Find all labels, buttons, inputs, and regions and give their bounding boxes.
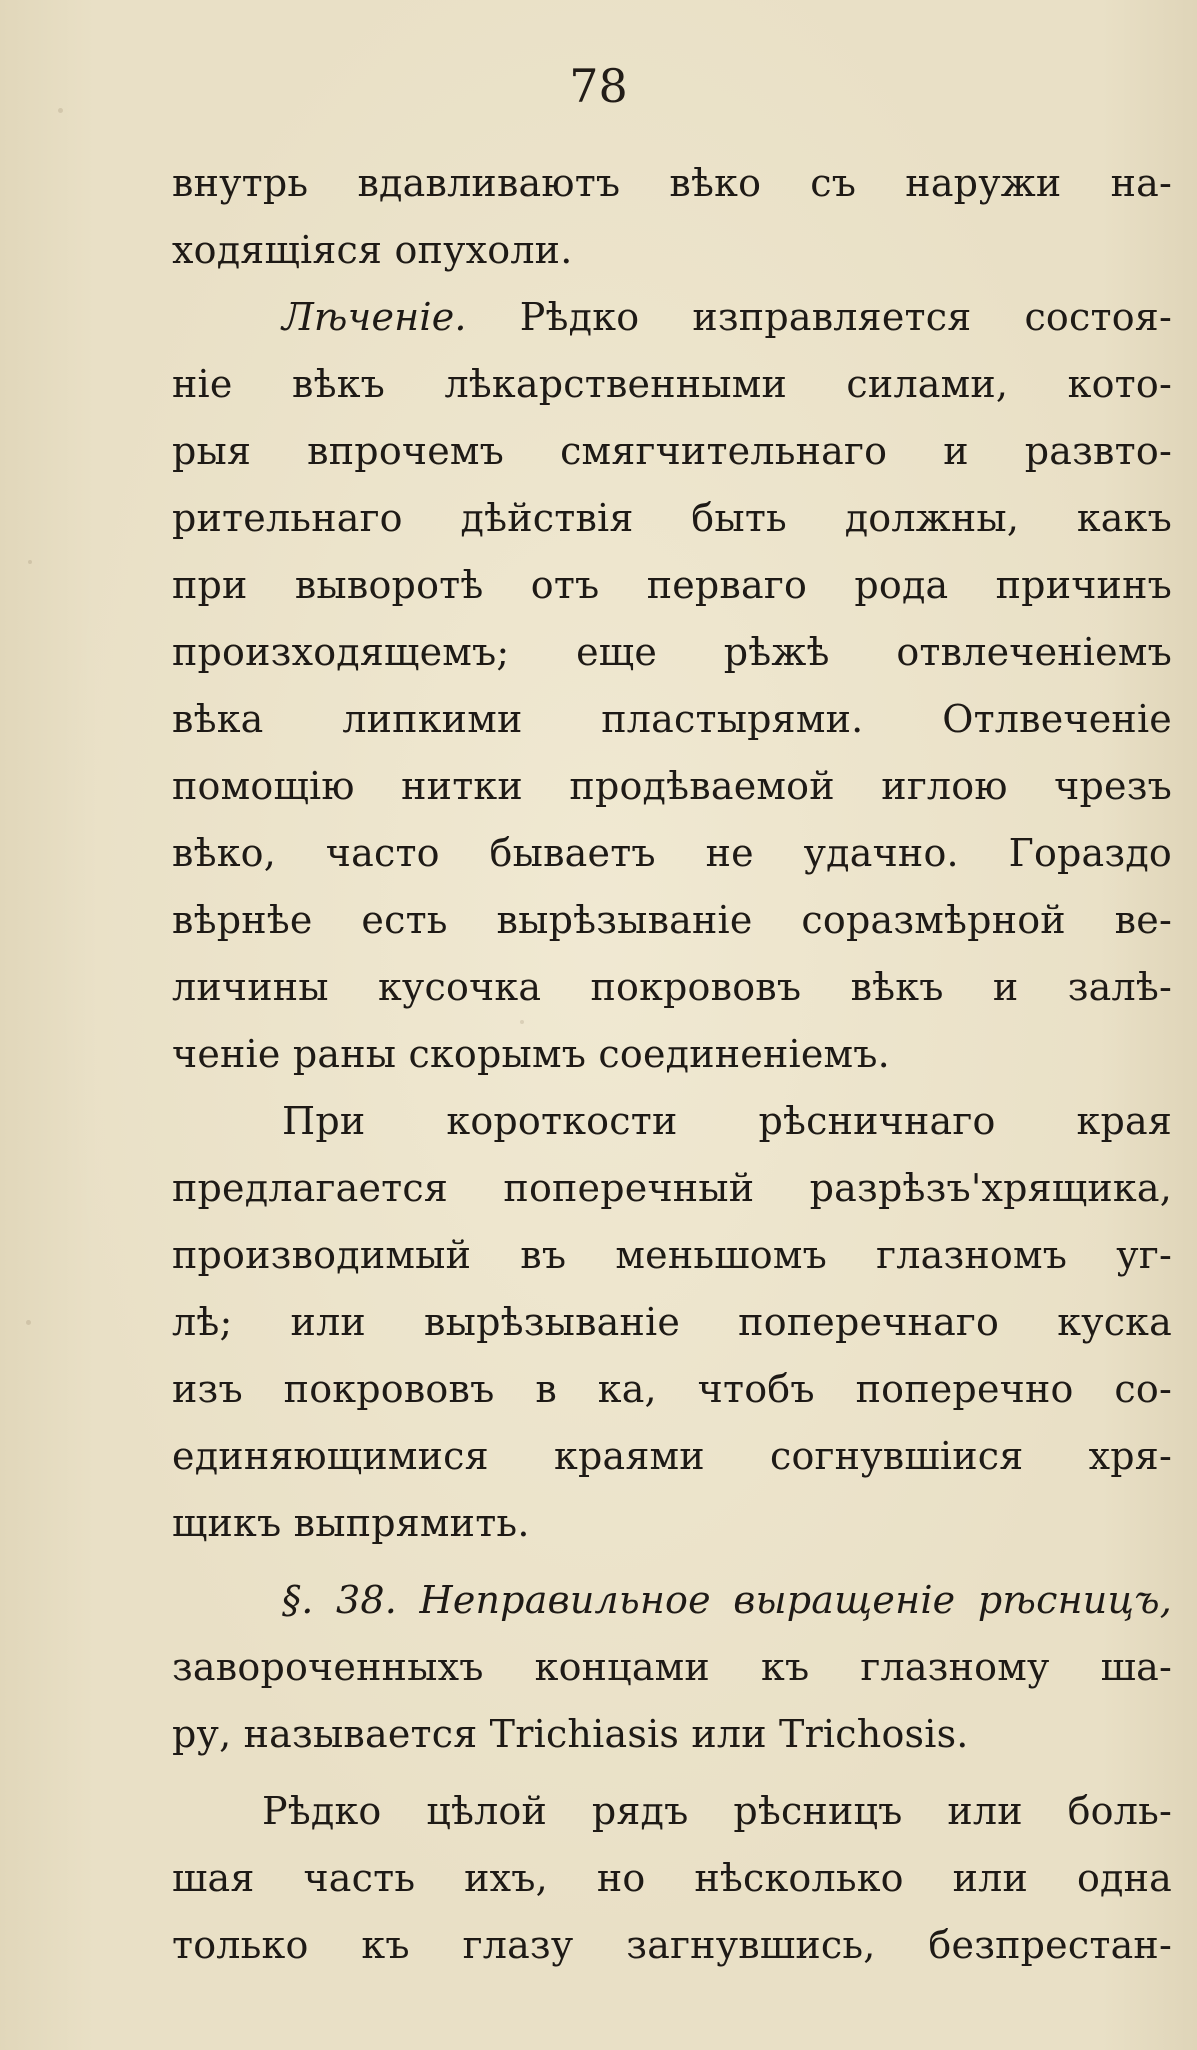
text-line: [172, 284, 1172, 351]
text-line: личины кусочка покрововъ вѣкъ и залѣ-: [172, 965, 1172, 1009]
page-number: 78: [569, 59, 628, 113]
text-line: произходящемъ; еще рѣжѣ отвлеченіемъ: [172, 630, 1172, 674]
text-line: изъ покрововъ в ка, чтобъ поперечно со-: [172, 1367, 1172, 1411]
text-line: При короткости рѣсничнаго края: [282, 1099, 1172, 1143]
text-line: рительнаго дѣйствія быть должны, какъ: [172, 496, 1172, 540]
paragraph-gap: [172, 1557, 1172, 1567]
text-line: завороченныхъ концами къ глазному ша-: [172, 1645, 1172, 1689]
section-title-italic: §. 38. Неправильное выращеніе рѣсницъ,: [282, 1578, 1172, 1622]
text-line: шая часть ихъ, но нѣсколько или одна: [172, 1856, 1172, 1900]
text-line: [172, 1567, 1172, 1634]
text-line: ніе вѣкъ лѣкарственными силами, кото-: [172, 362, 1172, 406]
paragraph-gap: [172, 1768, 1172, 1778]
body-text: [172, 150, 1172, 1979]
text-line: ченіе раны скорымъ соединеніемъ.: [172, 1032, 890, 1076]
text-line: вѣка липкими пластырями. Отлвеченіе: [172, 697, 1172, 741]
section-heading-italic: Лѣченіе.: [282, 295, 467, 339]
paper-spot: [26, 1320, 31, 1325]
text-line: внутрь вдавливаютъ вѣко съ наружи на-: [172, 161, 1172, 205]
text-line: производимый въ меньшомъ глазномъ уг-: [172, 1233, 1172, 1277]
text-run: Рѣдко изправляется состоя-: [466, 295, 1172, 339]
text-line: Рѣдко цѣлой рядъ рѣсницъ или боль-: [262, 1789, 1172, 1833]
text-line: рыя впрочемъ смягчительнаго и развто-: [172, 429, 1172, 473]
text-line: предлагается поперечный разрѣзъ'хрящика,: [172, 1166, 1172, 1210]
text-line: единяющимися краями согнувшіися хря-: [172, 1434, 1172, 1478]
text-line: ру, называется Trichiasis или Trichosis.: [172, 1712, 969, 1756]
text-line: только къ глазу загнувшись, безпрестан-: [172, 1923, 1172, 1967]
text-line: вѣрнѣе есть вырѣзываніе соразмѣрной ве-: [172, 898, 1172, 942]
text-line: помощію нитки продѣваемой иглою чрезъ: [172, 764, 1172, 808]
paper-spot: [28, 560, 32, 564]
text-line: вѣко, часто бываетъ не удачно. Гораздо: [172, 831, 1172, 875]
text-line: при выворотѣ отъ перваго рода причинъ: [172, 563, 1172, 607]
text-line: щикъ выпрямить.: [172, 1501, 530, 1545]
text-line: ходящіяся опухоли.: [172, 228, 573, 272]
text-line: лѣ; или вырѣзываніе поперечнаго куска: [172, 1300, 1172, 1344]
